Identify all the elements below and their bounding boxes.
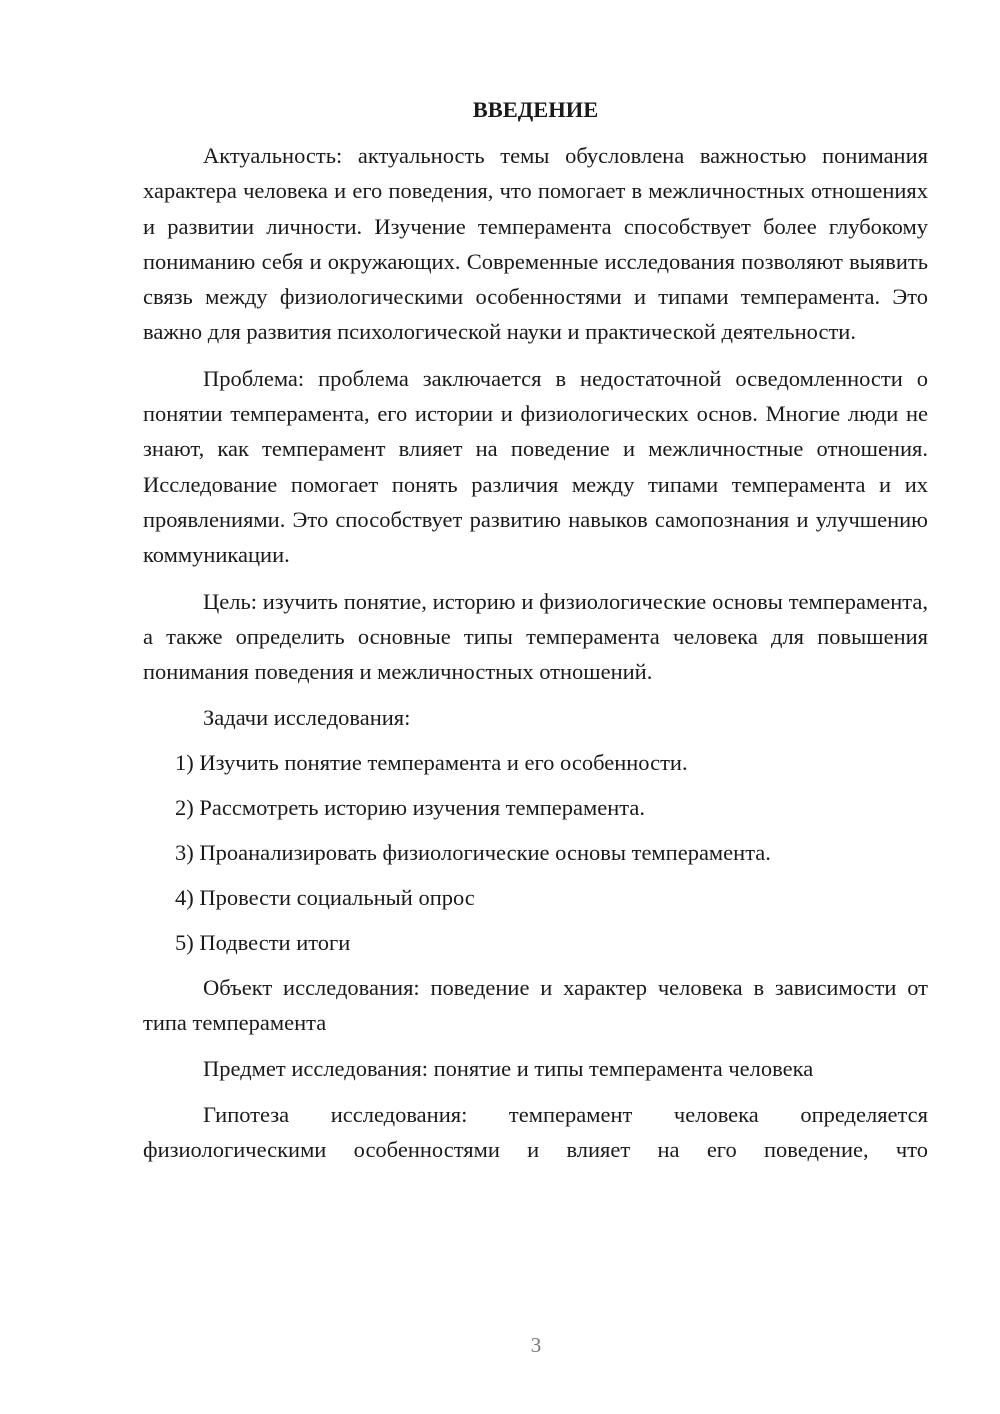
tasks-heading: Задачи исследования:: [203, 705, 411, 731]
subject-paragraph: Предмет исследования: понятие и типы темперамента человека: [203, 1056, 814, 1082]
document-page: [143, 92, 928, 1178]
relevance-paragraph: Актуальность: актуальность темы обусловлена важностью понимания характера человека и его поведения, что помогает в межличностных отношениях и развитии личности. Изучение темперамента способствует более глубокому пониманию себя и окружающих. Современные исследования позволяют выявить связь между физиологическими особенностями и типами темперамента. Это важно для развития психологической науки и практической деятельности.: [143, 143, 928, 345]
task-item: 5) Подвести итоги: [175, 929, 351, 955]
goal-paragraph: Цель: изучить понятие, историю и физиологические основы темперамента, а также определить основные типы темперамента человека для повышения понимания поведения и межличностных отношений.: [143, 588, 928, 685]
page-number: 3: [530, 1333, 542, 1357]
object-paragraph: Объект исследования: поведение и характер человека в зависимости от типа темперамента: [143, 974, 928, 1036]
task-item: 4) Провести социальный опрос: [175, 884, 475, 910]
problem-paragraph: Проблема: проблема заключается в недостаточной осведомленности о понятии темперамента, его истории и физиологических основ. Многие люди не знают, как темперамент влияет на поведение и межличностные отношения. Исследование помогает понять различия между типами темперамента и их проявлениями. Это способствует развитию навыков самопознания и улучшению коммуникации.: [143, 365, 928, 568]
task-item: 2) Рассмотреть историю изучения темперамента.: [175, 794, 646, 820]
tasks-list: [143, 745, 928, 960]
section-title: ВВЕДЕНИЕ: [472, 97, 599, 122]
task-item: 1) Изучить понятие темперамента и его особенности.: [175, 749, 688, 775]
task-item: 3) Проанализировать физиологические основы темперамента.: [175, 839, 771, 865]
hypothesis-paragraph: Гипотеза исследования: темперамент человека определяется физиологическими особенностями и влияет на его поведение, что: [143, 1101, 928, 1162]
